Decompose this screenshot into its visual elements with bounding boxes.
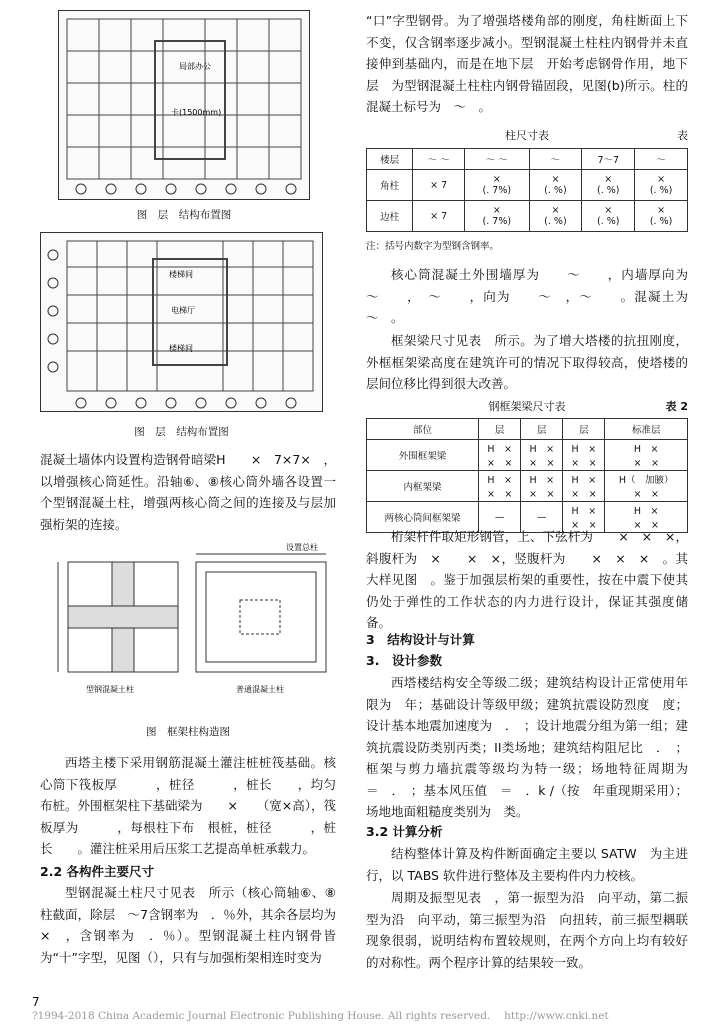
table1-cell: × 7 — [413, 170, 465, 201]
table2-number: 表 2 — [665, 400, 688, 413]
table1-cell: × (. %) — [529, 201, 582, 232]
fig3-top-label: 设置总柱 — [286, 543, 318, 552]
table1-header-cell: ～ ～ — [413, 149, 465, 170]
beam-size-table — [366, 418, 688, 533]
floor-plan-1-drawing — [59, 11, 309, 199]
table2-cell: H × × × — [563, 471, 605, 502]
right-paragraph-4: 桁架杆件取矩形钢管，上、下弦杆为 × × ×，斜腹杆为 × × ×，竖腹杆为 × × × 。其大样见图 。鉴于加强层桁架的重要性，按在中震下使其仍处于弹性的工作状态的内力进行设计，保证其强度储备。 — [366, 529, 688, 630]
table2-cell: H × × × — [605, 502, 688, 533]
fig1-label-0: 局部办公 — [179, 62, 211, 71]
figure-1-caption: 图 层 结构布置图 — [136, 209, 232, 221]
section-heading-3-1: 3. 设计参数 — [366, 653, 442, 668]
table-row — [367, 471, 688, 502]
right-paragraph-1: “口”字型钢骨。为了增强塔楼角部的刚度，角柱断面上下不变，仅含钢率逐步减小。型钢混凝土柱柱内钢骨并未直接伸到基础内，而是在地下层 开始考虑钢骨作用，地下层 为型钢混凝土柱柱内钢骨锚固段，见图(b)所示。柱的混凝土标号为 ～ 。 — [366, 13, 688, 114]
table1-cell: × (. %) — [529, 170, 582, 201]
table1-cell: × 7 — [413, 201, 465, 232]
table2-cell: — — [479, 502, 521, 533]
table1-header-cell: ～ — [529, 149, 582, 170]
section-heading-3: 3 结构设计与计算 — [366, 632, 475, 647]
right-paragraph-2: 核心筒混凝土外围墙厚为 ～ ，内墙厚向为 ～ ， ～ ，向为 ～ ，～ 。混凝土为 ～ 。 — [366, 267, 714, 325]
table2-header-cell: 层 — [479, 419, 521, 440]
table1-number: 表 — [677, 129, 688, 142]
table1-cell: × (. %) — [582, 201, 635, 232]
page-number: 7 — [32, 995, 40, 1009]
table1-note: 注：括号内数字为型钢含钢率。 — [366, 241, 500, 252]
table1-header-cell: 楼层 — [367, 149, 413, 170]
table2-cell: 外围框架梁 — [367, 440, 479, 471]
right-paragraph-7: 周期及振型见表 ，第一振型为沿 向平动，第二振型为沿 向平动，第三振型为沿 向扭转，前三振型耦联现象很弱，说明结构布置较规则，在两个方向上均有较好的对称性。两个程序计算的结果较一致。 — [366, 890, 688, 970]
table1-cell: 边柱 — [367, 201, 413, 232]
left-paragraph-1: 混凝土墙体内设置构造钢骨暗梁H × 7×7× ，以增强核心筒延性。沿轴⑥、⑧核心筒外墙各设置一个型钢混凝土柱，增强两核心筒之间的连接及与层加强桁架的连接。 — [40, 452, 336, 532]
table2-cell: H（ 加腋） × × — [605, 471, 688, 502]
figure-2-caption: 图 层 结构布置图 — [134, 426, 229, 438]
floor-plan-2-drawing — [41, 233, 322, 411]
table1-header-row — [367, 149, 688, 170]
table1-cell: × (. %) — [635, 201, 688, 232]
figure-floor-plan-1 — [58, 10, 310, 200]
table1-cell: × (. 7%) — [465, 170, 529, 201]
table1-header-cell: ～ — [635, 149, 688, 170]
section-heading-2-2: 2.2 各构件主要尺寸 — [40, 864, 154, 879]
table2-cell: H × × × — [521, 471, 563, 502]
table2-cell: H × × × — [521, 440, 563, 471]
fig2-label-2: 楼梯间 — [169, 344, 193, 353]
figure-column-detail — [40, 540, 336, 710]
table2-cell: H × × × — [563, 502, 605, 533]
table2-header-cell: 层 — [521, 419, 563, 440]
fig2-label-1: 电梯厅 — [171, 306, 195, 315]
table1-header-cell: ～ ～ — [465, 149, 529, 170]
table1-cell: × (. 7%) — [465, 201, 529, 232]
table2-container — [366, 418, 688, 533]
table2-header-cell: 层 — [563, 419, 605, 440]
table1-cell: × (. %) — [635, 170, 688, 201]
right-paragraph-5: 西塔楼结构安全等级二级；建筑结构设计正常使用年限为 年；基础设计等级甲级；建筑抗震设防烈度 度；设计基本地震加速度为 ． ；设计地震分组为第一组；建筑抗震设防类别丙类；II类场地；建筑结构阻尼比 ． ；框架与剪力墙抗震等级均为特一级；场地特征周期为 ＝ ． ；基本风压值 ＝ ．k /（按 年重现期采用）；场地地面粗糙度类别为 类。 — [366, 675, 701, 819]
table1-cell: 角柱 — [367, 170, 413, 201]
right-paragraph-6: 结构整体计算及构件断面确定主要以 SATW 为主进行，以 TABS 软件进行整体及主要构件内力校核。 — [366, 846, 688, 883]
column-detail-drawing — [40, 540, 336, 710]
fig3-left-label: 型钢混凝土柱 — [86, 685, 134, 694]
table2-cell: 内框架梁 — [367, 471, 479, 502]
table-row — [367, 170, 688, 201]
column-size-table — [366, 148, 688, 232]
table2-cell: — — [521, 502, 563, 533]
figure-floor-plan-2 — [40, 232, 323, 412]
table1-cell: × (. %) — [582, 170, 635, 201]
left-paragraph-3: 型钢混凝土柱尺寸见表 所示（核心筒轴⑥、⑧柱截面，除层 ～7含钢率为 ．％外，其余各层均为 × ，含钢率为 ．％）。型钢混凝土柱内钢骨皆为“十”字型，见图（），只有与加强桁架相连时变为 — [40, 885, 349, 965]
figure-3-caption: 图 框架柱构造图 — [146, 726, 230, 738]
table1-container — [366, 148, 688, 232]
table2-cell: H × × × — [479, 440, 521, 471]
table2-header-cell: 部位 — [367, 419, 479, 440]
table-row — [367, 201, 688, 232]
table1-title: 柱尺寸表 — [505, 129, 549, 142]
table2-header-row — [367, 419, 688, 440]
table-row — [367, 440, 688, 471]
fig3-right-label: 普通混凝土柱 — [236, 685, 284, 694]
fig2-label-0: 楼梯间 — [169, 270, 193, 279]
copyright-footer: ?1994-2018 China Academic Journal Electronic Publishing House. All rights reserved. http://www.cnki.net — [32, 1010, 609, 1022]
table2-cell: H × × × — [605, 440, 688, 471]
table2-cell: 两核心筒间框架梁 — [367, 502, 479, 533]
table2-header-cell: 标准层 — [605, 419, 688, 440]
left-paragraph-2: 西塔主楼下采用钢筋混凝土灌注桩桩筏基础。核心筒下筏板厚 ，桩径 ，桩长 ，均匀布桩。外围框架柱下基础梁为 × （宽×高），筏板厚为 ，每根柱下布 根桩，桩径 ，桩长 。灌注桩采用后压浆工艺提高单桩承载力。 — [40, 755, 336, 856]
fig1-label-1: 卡(1500mm) — [171, 108, 222, 117]
table2-cell: H × × × — [563, 440, 605, 471]
table1-header-cell: 7～7 — [582, 149, 635, 170]
section-heading-3-2: 3.2 计算分析 — [366, 824, 443, 839]
table2-cell: H × × × — [479, 471, 521, 502]
table2-title: 钢框架梁尺寸表 — [488, 400, 566, 413]
right-paragraph-3: 框架梁尺寸见表 所示。为了增大塔楼的抗扭刚度，外框框架梁高度在建筑许可的情况下取得较高，使塔楼的层间位移比得到很大改善。 — [366, 333, 688, 391]
